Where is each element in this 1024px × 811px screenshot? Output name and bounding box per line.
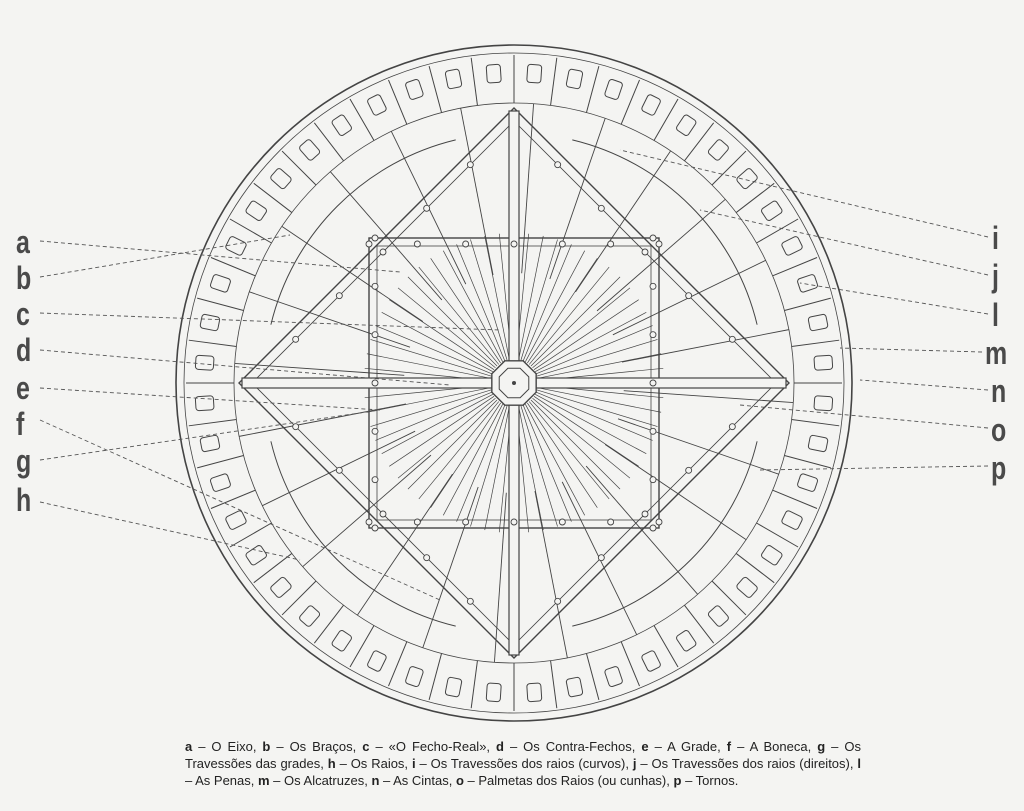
peg [559, 241, 565, 247]
bucket-board [282, 151, 316, 185]
peg [686, 293, 692, 299]
peg [336, 467, 342, 473]
peg [650, 283, 656, 289]
label-c: c [16, 296, 30, 332]
long-spoke [550, 118, 605, 279]
bucket [814, 355, 833, 370]
bucket-board [429, 653, 441, 699]
bucket [781, 236, 803, 257]
bucket [195, 355, 214, 370]
legend-item-a: a – O Eixo, [185, 739, 263, 754]
legend-item-p: p – Tornos. [673, 773, 739, 788]
bucket-board [684, 605, 713, 643]
long-spoke [357, 474, 452, 615]
label-m: m [985, 335, 1008, 371]
label-a: a [16, 224, 30, 260]
peg [729, 424, 735, 430]
legend-item-j: j – Os Travessões dos raios (direitos), [632, 756, 858, 771]
bucket [566, 677, 583, 697]
label-n: n [991, 373, 1007, 409]
peg [372, 283, 378, 289]
bucket [270, 167, 293, 189]
peg [608, 519, 614, 525]
peg [608, 241, 614, 247]
bucket [298, 139, 320, 162]
bucket-board [586, 653, 598, 699]
long-spoke [282, 226, 423, 321]
bucket-board [230, 523, 272, 547]
bucket [405, 79, 424, 101]
bucket-board [756, 523, 798, 547]
bucket-board [684, 123, 713, 161]
peg [598, 205, 604, 211]
spoke [533, 288, 630, 368]
bucket [641, 650, 662, 672]
leader-line [740, 405, 988, 428]
bucket [675, 629, 697, 652]
spoke [375, 326, 491, 374]
peg [372, 380, 378, 386]
peg [650, 380, 656, 386]
legend-item-g: g – Os Travessões das grades, [185, 739, 861, 771]
peg [372, 525, 378, 531]
leader-line [40, 241, 400, 272]
bucket-board [654, 625, 678, 667]
bucket-board [784, 298, 830, 310]
bucket [604, 79, 623, 101]
bucket-board [197, 455, 243, 467]
bucket-board [388, 642, 406, 686]
spoke [398, 398, 495, 478]
bucket-board [429, 66, 441, 112]
bucket [797, 473, 819, 492]
bucket-board [189, 340, 237, 346]
peg [372, 477, 378, 483]
bucket [814, 396, 833, 411]
bucket-board [350, 99, 374, 141]
bucket [200, 314, 220, 331]
legend-item-l: l – As Penas, [185, 756, 862, 788]
spoke [529, 402, 609, 499]
spoke [536, 326, 652, 374]
bucket [331, 629, 353, 652]
bucket [486, 683, 501, 702]
bucket-board [784, 455, 830, 467]
legend-item-h: h – Os Raios, [327, 756, 412, 771]
peg [650, 332, 656, 338]
peg [656, 241, 662, 247]
bucket-board [736, 183, 774, 212]
bucket-board [736, 553, 774, 582]
bucket-board [314, 605, 343, 643]
peg [511, 519, 517, 525]
spoke [389, 396, 494, 466]
spoke [382, 394, 493, 453]
legend-item-e: e – A Grade, [641, 739, 727, 754]
legend-item-c: c – «O Fecho-Real», [362, 739, 497, 754]
peg [467, 598, 473, 604]
bucket [331, 114, 353, 137]
bucket [367, 650, 388, 672]
leader-line [700, 210, 988, 275]
long-spoke [423, 487, 478, 648]
spoke [529, 267, 609, 364]
bucket-board [197, 298, 243, 310]
label-j: j [992, 258, 999, 294]
peg [380, 249, 386, 255]
peg [293, 424, 299, 430]
label-g: g [16, 443, 32, 479]
spoke [535, 312, 646, 371]
bucket-board [773, 257, 817, 275]
leader-line [40, 410, 380, 460]
bucket-board [314, 123, 343, 161]
legend-item-f: f – A Boneca, [726, 739, 818, 754]
spoke [535, 394, 646, 453]
leader-line [40, 388, 380, 410]
bucket [760, 544, 783, 566]
bucket-board [211, 490, 255, 508]
bucket-board [551, 661, 557, 709]
bucket-board [792, 340, 840, 346]
bucket [486, 64, 501, 83]
peg [336, 293, 342, 299]
spoke [534, 396, 639, 466]
spoke [523, 244, 571, 360]
long-spoke [576, 151, 671, 292]
peg [686, 467, 692, 473]
bucket [736, 576, 759, 598]
bucket [641, 94, 662, 116]
peg [650, 428, 656, 434]
spoke [533, 398, 630, 478]
spoke [419, 267, 499, 364]
label-p: p [991, 450, 1007, 486]
long-spoke [249, 292, 410, 347]
label-i: i [992, 220, 999, 256]
bucket-board [189, 420, 237, 426]
legend-item-i: i – Os Travessões dos raios (curvos), [411, 756, 633, 771]
spoke [382, 312, 493, 371]
leader-line [760, 466, 988, 470]
bucket [210, 473, 232, 492]
label-o: o [991, 412, 1007, 448]
peg [555, 598, 561, 604]
label-e: e [16, 370, 30, 406]
spoke [457, 405, 505, 521]
spoke [523, 405, 571, 521]
long-spoke [618, 419, 779, 474]
label-b: b [16, 260, 32, 296]
bucket-board [756, 219, 798, 243]
bucket [808, 314, 828, 331]
leader-line [40, 235, 290, 277]
peg [372, 332, 378, 338]
leader-line [40, 502, 300, 560]
label-h: h [16, 482, 32, 518]
spoke [525, 251, 584, 362]
label-l: l [992, 297, 999, 333]
bucket [760, 200, 783, 222]
peg [511, 241, 517, 247]
label-f: f [16, 406, 25, 442]
peg [414, 241, 420, 247]
peg [424, 205, 430, 211]
spoke [443, 404, 502, 515]
bucket [195, 396, 214, 411]
long-spoke [605, 445, 746, 540]
spoke [534, 300, 639, 370]
bucket [781, 510, 803, 531]
spoke [389, 300, 494, 370]
bucket-board [254, 183, 292, 212]
bucket-board [471, 58, 477, 106]
spoke [531, 277, 620, 366]
axle [512, 381, 516, 385]
spoke [457, 244, 505, 360]
bucket [527, 683, 542, 702]
peg [650, 235, 656, 241]
label-d: d [16, 332, 32, 368]
spoke [525, 404, 584, 515]
bucket-board [773, 490, 817, 508]
legend-caption [185, 738, 861, 789]
bucket-board [621, 80, 639, 124]
bucket [210, 274, 232, 293]
spoke [408, 277, 497, 366]
bucket [245, 200, 268, 222]
bucket-board [712, 581, 746, 615]
bucket [225, 236, 247, 257]
peg [293, 336, 299, 342]
bucket [367, 94, 388, 116]
spoke [527, 403, 597, 508]
legend-item-n: n – As Cintas, [371, 773, 456, 788]
peg [366, 519, 372, 525]
legend-item-m: m – Os Alcatruzes, [258, 773, 372, 788]
bucket-board [282, 581, 316, 615]
leader-line [840, 348, 982, 352]
bucket-board [792, 420, 840, 426]
peg [463, 519, 469, 525]
spoke [431, 403, 501, 508]
bucket-board [350, 625, 374, 667]
peg [642, 511, 648, 517]
spoke [431, 258, 501, 363]
bucket-board [471, 661, 477, 709]
bucket [405, 666, 424, 688]
peg [559, 519, 565, 525]
bucket-board [551, 58, 557, 106]
peg [555, 162, 561, 168]
bucket [707, 605, 729, 628]
peg [729, 336, 735, 342]
frame [239, 108, 789, 658]
bucket [808, 435, 828, 452]
bucket [298, 605, 320, 628]
bucket-board [211, 257, 255, 275]
peg [598, 555, 604, 561]
bucket-board [586, 66, 598, 112]
peg [372, 235, 378, 241]
spoke [531, 400, 620, 489]
bucket [445, 677, 462, 697]
peg [650, 525, 656, 531]
spoke [375, 392, 491, 440]
spoke [419, 402, 499, 499]
legend-item-d: d – Os Contra-Fechos, [496, 739, 642, 754]
peg [463, 241, 469, 247]
bucket-board [254, 553, 292, 582]
peg [414, 519, 420, 525]
bucket-board [654, 99, 678, 141]
legend-item-o: o – Palmetas dos Raios (ou cunhas), [455, 773, 674, 788]
leader-line [40, 420, 440, 600]
bucket [675, 114, 697, 137]
legend-item-b: b – Os Braços, [262, 739, 363, 754]
bucket [566, 69, 583, 89]
bucket-board [388, 80, 406, 124]
bucket [200, 435, 220, 452]
peg [424, 555, 430, 561]
peg [642, 249, 648, 255]
bucket-board [621, 642, 639, 686]
leader-line [860, 380, 988, 390]
leader-line [620, 150, 988, 237]
peg [656, 519, 662, 525]
spoke [527, 258, 597, 363]
peg [467, 162, 473, 168]
spoke [536, 392, 652, 440]
bucket [527, 64, 542, 83]
bucket [445, 69, 462, 89]
peg [366, 241, 372, 247]
bucket [245, 544, 268, 566]
bucket [707, 139, 729, 162]
peg [380, 511, 386, 517]
peg [650, 477, 656, 483]
bucket-board [230, 219, 272, 243]
bucket [604, 666, 623, 688]
bucket-board [712, 151, 746, 185]
bucket [270, 576, 293, 598]
peg [372, 428, 378, 434]
bucket [225, 510, 247, 531]
spoke [443, 251, 502, 362]
spoke [408, 400, 497, 489]
